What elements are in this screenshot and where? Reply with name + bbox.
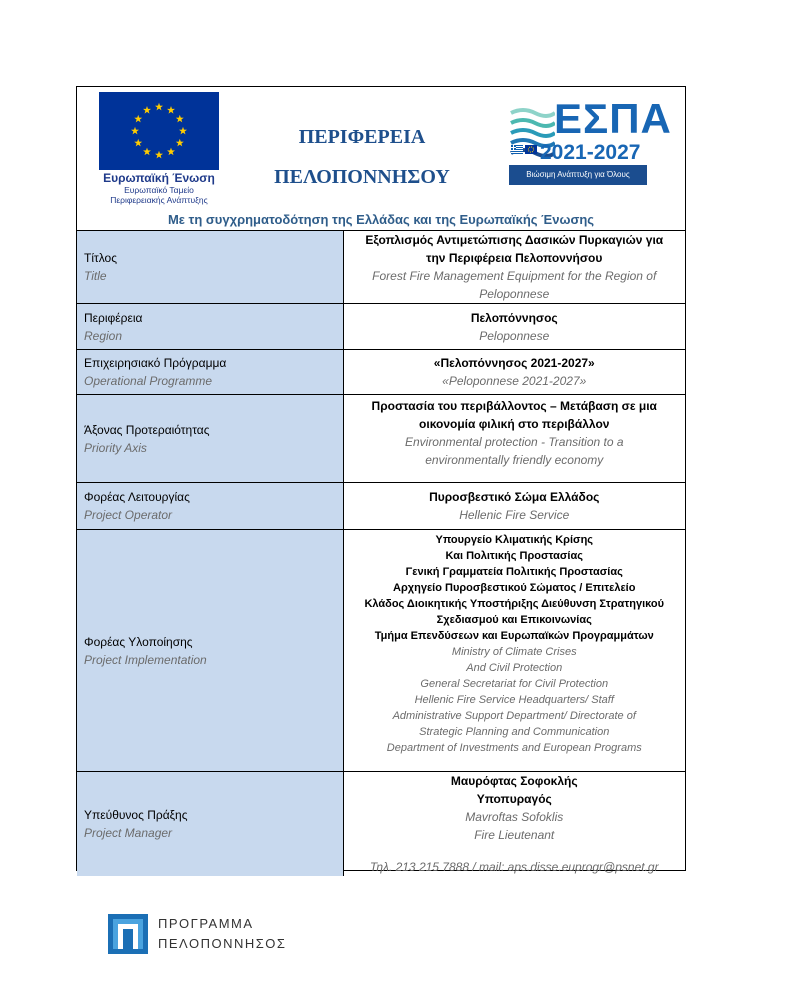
footer-line-2: ΠΕΛΟΠΟΝΝΗΣΟΣ: [158, 936, 287, 951]
project-info-sheet: [76, 86, 686, 874]
label-english: Priority Axis: [84, 440, 147, 455]
table-row-implementation: [77, 530, 685, 772]
manager-name-english: Mavroftas Sofoklis: [465, 810, 564, 824]
label-cell: [77, 772, 343, 877]
label-english: Operational Programme: [84, 374, 213, 388]
implementation-english-line: Administrative Support Department/ Directorate of: [392, 710, 636, 722]
implementation-greek-line: Σχεδιασμού και Επικοινωνίας: [436, 614, 592, 626]
region-greek: Πελοπόννησος: [470, 310, 558, 325]
implementation-greek-line: Τμήμα Επενδύσεων και Ευρωπαϊκών Προγραμμάτων: [374, 630, 654, 642]
eu-title: Ευρωπαϊκή Ένωση: [103, 171, 215, 185]
manager-rank-greek: Υποπυραγός: [476, 792, 552, 806]
eu-logo: [99, 92, 219, 205]
implementation-english-line: General Secretariat for Civil Protection: [420, 678, 609, 690]
project-info-table: [77, 230, 685, 876]
label-greek: Φορέας Υλοποίησης: [84, 634, 193, 649]
implementation-greek-line: Υπουργείο Κλιματικής Κρίσης: [435, 534, 594, 546]
value-cell: [343, 231, 685, 304]
value-cell: [343, 483, 685, 530]
manager-rank-english: Fire Lieutenant: [474, 828, 555, 842]
priority-english-line-1: Environmental protection - Transition to a: [404, 435, 624, 449]
operator-greek: Πυροσβεστικό Σώμα Ελλάδος: [429, 490, 600, 504]
label-greek: Άξονας Προτεραιότητας: [84, 422, 210, 437]
label-greek: Τίτλος: [84, 251, 118, 265]
implementation-greek-line: Γενική Γραμματεία Πολιτικής Προστασίας: [405, 566, 623, 578]
greek-flag-icon: [511, 145, 523, 154]
implementation-greek-line: Και Πολιτικής Προστασίας: [445, 550, 583, 562]
label-cell: [77, 231, 343, 304]
programme-greek: «Πελοπόννησος 2021-2027»: [433, 356, 595, 370]
label-english: Project Manager: [84, 826, 173, 840]
implementation-english-line: Hellenic Fire Service Headquarters/ Staff: [414, 694, 614, 706]
manager-name-greek: Μαυρόφτας Σοφοκλής: [450, 774, 578, 788]
label-english: Region: [84, 328, 123, 343]
table-row-title: [77, 231, 685, 304]
espa-logo: [509, 95, 672, 193]
eu-flag-icon: [99, 92, 219, 170]
footer-logo: [108, 912, 308, 957]
implementation-english-line: Department of Investments and European Programs: [386, 742, 642, 754]
title-greek-line-1: Εξοπλισμός Αντιμετώπισης Δασικών Πυρκαγιών για: [365, 233, 664, 247]
label-english: Title: [84, 269, 107, 283]
title-english-line-1: Forest Fire Management Equipment for the Region of: [372, 269, 657, 283]
label-cell: [77, 483, 343, 530]
priority-english-line-2: environmentally friendly economy: [425, 453, 604, 467]
header: [77, 87, 685, 230]
table-row-manager: [77, 772, 685, 877]
label-greek: Φορέας Λειτουργίας: [84, 490, 190, 504]
label-greek: Υπεύθυνος Πράξης: [84, 808, 188, 822]
manager-contact: Τηλ. 213 215 7888 / mail: aps.disse.euprogr@psnet.gr: [369, 860, 659, 874]
label-english: Project Operator: [84, 508, 173, 522]
title-english-line-2: Peloponnese: [479, 287, 550, 301]
eu-small-flag-icon: [525, 145, 537, 154]
label-greek: Επιχειρησιακό Πρόγραμμα: [84, 356, 227, 370]
programme-english: «Peloponnese 2021-2027»: [442, 374, 587, 388]
implementation-greek-line: Αρχηγείο Πυροσβεστικού Σώματος / Επιτελείο: [393, 582, 636, 594]
label-cell: [77, 350, 343, 395]
region-english: Peloponnese: [479, 328, 550, 343]
implementation-english-line: Ministry of Climate Crises: [451, 646, 577, 658]
region-title-line-1: ΠΕΡΙΦΕΡΕΙΑ: [298, 126, 426, 148]
value-cell: [343, 304, 685, 350]
region-title: [237, 117, 487, 197]
implementation-english-line: Strategic Planning and Communication: [419, 726, 610, 738]
footer-line-1: ΠΡΟΓΡΑΜΜΑ: [158, 916, 254, 931]
espa-tagline: Βιώσιμη Ανάπτυξη για Όλους: [509, 165, 647, 185]
cofunding-statement: Με τη συγχρηματοδότηση της Ελλάδας και της Ευρωπαϊκής Ένωσης: [167, 212, 595, 227]
priority-greek-line-2: οικονομία φιλική στο περιβάλλον: [419, 417, 610, 431]
table-row-priority-axis: [77, 395, 685, 483]
eu-subtitle-1: Ευρωπαϊκό Ταμείο: [124, 185, 194, 195]
priority-greek-line-1: Προστασία του περιβάλλοντος – Μετάβαση σε μια: [371, 399, 657, 413]
programme-logo-icon: [108, 914, 148, 954]
value-cell: [343, 395, 685, 483]
value-cell: [343, 350, 685, 395]
espa-years: 2021-2027: [540, 141, 641, 164]
operator-english: Hellenic Fire Service: [459, 508, 570, 522]
value-cell: [343, 530, 685, 772]
eu-subtitle-2: Περιφερειακής Ανάπτυξης: [110, 195, 208, 205]
label-cell: [77, 395, 343, 483]
label-english: Project Implementation: [84, 652, 207, 667]
region-title-line-2: ΠΕΛΟΠΟΝΝΗΣΟΥ: [274, 166, 450, 188]
table-row-operator: [77, 483, 685, 530]
value-cell: [343, 772, 685, 877]
espa-title: ΕΣΠΑ: [554, 95, 672, 142]
table-row-region: [77, 304, 685, 350]
implementation-greek-line: Κλάδος Διοικητικής Υποστήριξης Διεύθυνση Στρατηγικού: [364, 598, 665, 610]
label-cell: [77, 530, 343, 772]
label-greek: Περιφέρεια: [84, 310, 143, 325]
table-row-programme: [77, 350, 685, 395]
label-cell: [77, 304, 343, 350]
title-greek-line-2: την Περιφέρεια Πελοποννήσου: [426, 251, 603, 265]
implementation-english-line: And Civil Protection: [466, 662, 563, 674]
